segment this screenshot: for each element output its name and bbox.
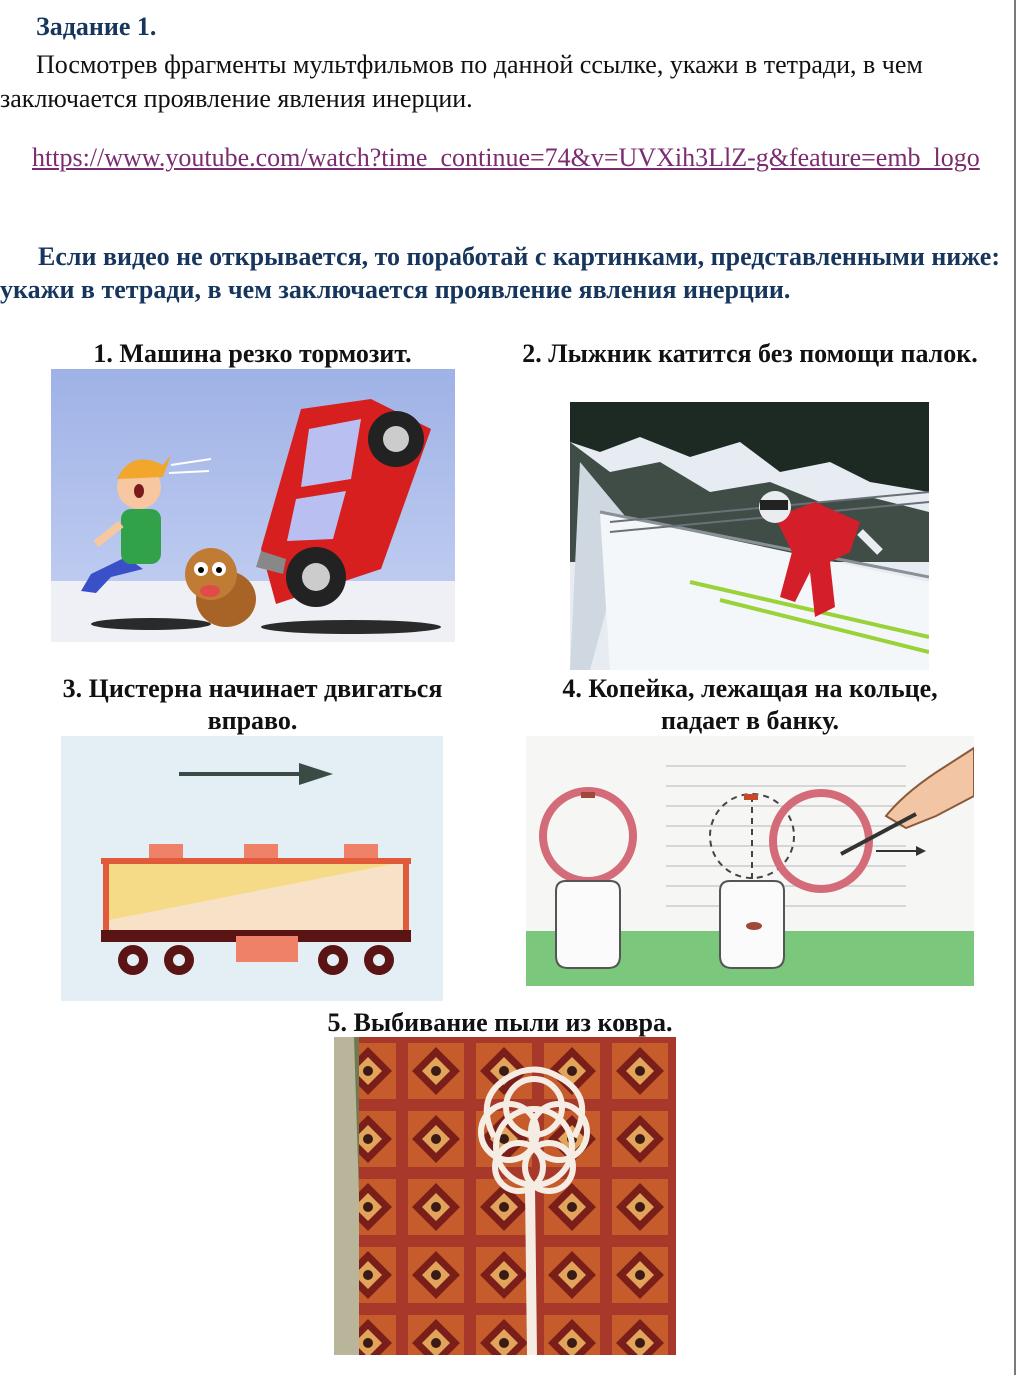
- task-title: Задание 1.: [36, 12, 157, 41]
- carpet-beater-photo: [334, 1037, 676, 1355]
- task-paragraph: [0, 48, 1010, 116]
- coin-ring-jar-illustration: [526, 736, 974, 986]
- ski-jumper-photo: [570, 402, 929, 670]
- caption-1: 1. Машина резко тормозит.: [93, 339, 412, 368]
- page-right-border: [1014, 0, 1016, 1375]
- tank-car-illustration: [61, 736, 443, 1001]
- caption-5: 5. Выбивание пыли из ковра.: [327, 1008, 673, 1037]
- car-braking-illustration: [51, 369, 455, 642]
- video-link-text[interactable]: https://www.youtube.com/watch?time_continue=74&v=UVXih3LlZ-g&feature=emb_logo: [32, 143, 980, 172]
- task-note-text: Если видео не открывается, то поработай с картинками, представленными ниже: укажи в тетради, в чем заключается проявление явления инерции.: [0, 242, 1000, 304]
- caption-3: 3. Цистерна начинает двигаться вправо.: [62, 674, 443, 735]
- caption-2: 2. Лыжник катится без помощи палок.: [522, 339, 978, 368]
- caption-4: 4. Копейка, лежащая на кольце, падает в банку.: [562, 674, 938, 735]
- video-link[interactable]: [0, 141, 1000, 175]
- task-paragraph-text: Посмотрев фрагменты мультфильмов по данной ссылке, укажи в тетради, в чем заключается проявление явления инерции.: [0, 50, 923, 113]
- task-note: [0, 240, 1010, 306]
